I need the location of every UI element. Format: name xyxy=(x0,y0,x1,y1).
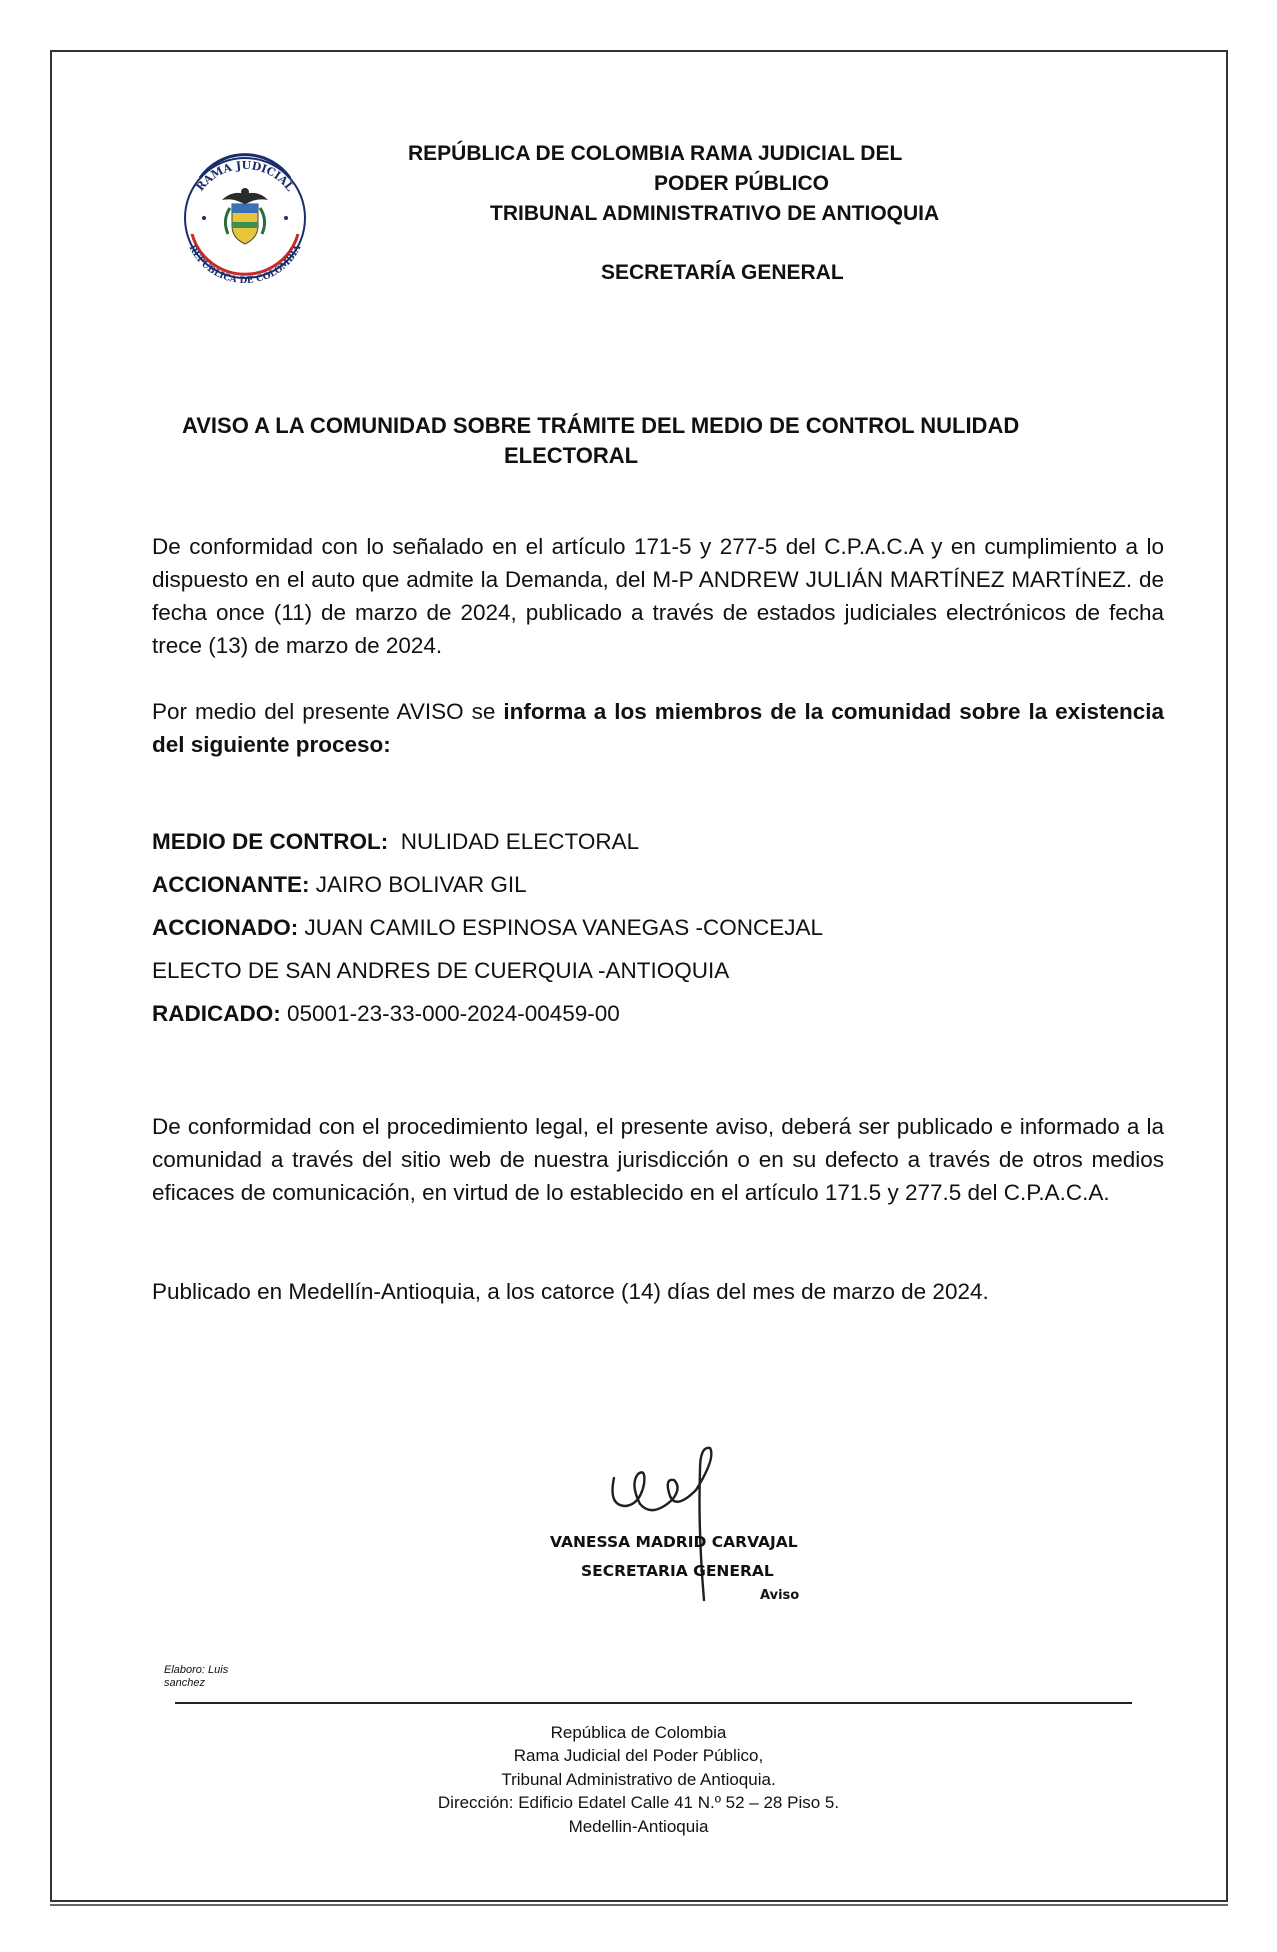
footer-rule xyxy=(175,1702,1132,1704)
elaboro-note xyxy=(164,1664,228,1690)
field-label: MEDIO DE CONTROL: xyxy=(152,829,389,854)
field-accionado-cont: ELECTO DE SAN ANDRES DE CUERQUIA -ANTIOQUIA xyxy=(152,958,730,983)
seal-text-bottom: REPÚBLICA DE COLOMBIA xyxy=(186,243,304,287)
title-line-2: ELECTORAL xyxy=(504,443,639,468)
seal-text-top: RAMA JUDICIAL xyxy=(193,158,297,194)
footer-line-1: República de Colombia xyxy=(550,1723,727,1742)
field-value: 05001-23-33-000-2024-00459-00 xyxy=(287,1001,620,1026)
header-line-4: SECRETARÍA GENERAL xyxy=(601,261,844,284)
field-accionante xyxy=(152,872,527,898)
rama-judicial-seal xyxy=(170,142,320,292)
header-line-1: REPÚBLICA DE COLOMBIA RAMA JUDICIAL DEL xyxy=(408,142,903,165)
header-line-2: PODER PÚBLICO xyxy=(654,172,830,195)
paragraph-notice-text: Por medio del presente AVISO se xyxy=(152,699,504,724)
field-accionado xyxy=(152,915,823,941)
footer-city: Medellin-Antioquia xyxy=(568,1817,709,1836)
field-radicado xyxy=(152,1001,620,1027)
paragraph-published: Publicado en Medellín-Antioquia, a los catorce (14) días del mes de marzo de 2024. xyxy=(152,1279,989,1304)
field-value: NULIDAD ELECTORAL xyxy=(400,829,640,854)
title-line-1: AVISO A LA COMUNIDAD SOBRE TRÁMITE DEL MEDIO DE CONTROL NULIDAD xyxy=(182,413,1020,438)
paragraph-intro: De conformidad con lo señalado en el artículo 171-5 y 277-5 del C.P.A.C.A y en cumplimiento a lo dispuesto en el auto que admite la Demanda, del M-P ANDREW JULIÁN MARTÍNEZ MARTÍNEZ. de fecha once (11) de marzo de 2024, publicado a través de estados judiciales electrónicos de fecha trece (13) de marzo de 2024. xyxy=(152,534,1164,658)
paragraph-procedure: De conformidad con el procedimiento legal, el presente aviso, deberá ser publicado e informado a la comunidad a través del sitio web de nuestra jurisdicción o en su defecto a través de otros medios eficaces de comunicación, en virtud de lo establecido en el artículo 171.5 y 277.5 del C.P.A.C.A. xyxy=(152,1114,1164,1205)
footer-line-2: Rama Judicial del Poder Público, xyxy=(513,1746,764,1765)
field-value: JUAN CAMILO ESPINOSA VANEGAS -CONCEJAL xyxy=(304,915,823,940)
paragraph-notice xyxy=(152,695,1164,761)
paragraph-notice-bold: informa a los miembros de la comunidad sobre la existencia del siguiente proceso: xyxy=(152,699,1164,757)
field-value: JAIRO BOLIVAR GIL xyxy=(315,872,527,897)
footer-line-3: Tribunal Administrativo de Antioquia. xyxy=(501,1770,776,1789)
svg-text:REPÚBLICA DE COLOMBIA xyxy=(187,243,304,286)
field-medio-de-control xyxy=(152,829,639,855)
signatory-name: VANESSA MADRID CARVAJAL xyxy=(550,1533,798,1551)
header-line-3: TRIBUNAL ADMINISTRATIVO DE ANTIOQUIA xyxy=(490,202,940,225)
field-label: ACCIONADO: xyxy=(152,915,299,940)
footer-address: Dirección: Edificio Edatel Calle 41 N.º 52 – 28 Piso 5. xyxy=(437,1793,840,1812)
field-label: ACCIONANTE: xyxy=(152,872,310,897)
handwritten-signature xyxy=(600,1440,760,1610)
signatory-role: SECRETARIA GENERAL xyxy=(581,1562,774,1580)
elaboro-line-1: Elaboro: Luis xyxy=(164,1664,229,1676)
document-tag: Aviso xyxy=(760,1588,800,1603)
field-label: RADICADO: xyxy=(152,1001,281,1026)
elaboro-line-2: sanchez xyxy=(164,1677,205,1689)
